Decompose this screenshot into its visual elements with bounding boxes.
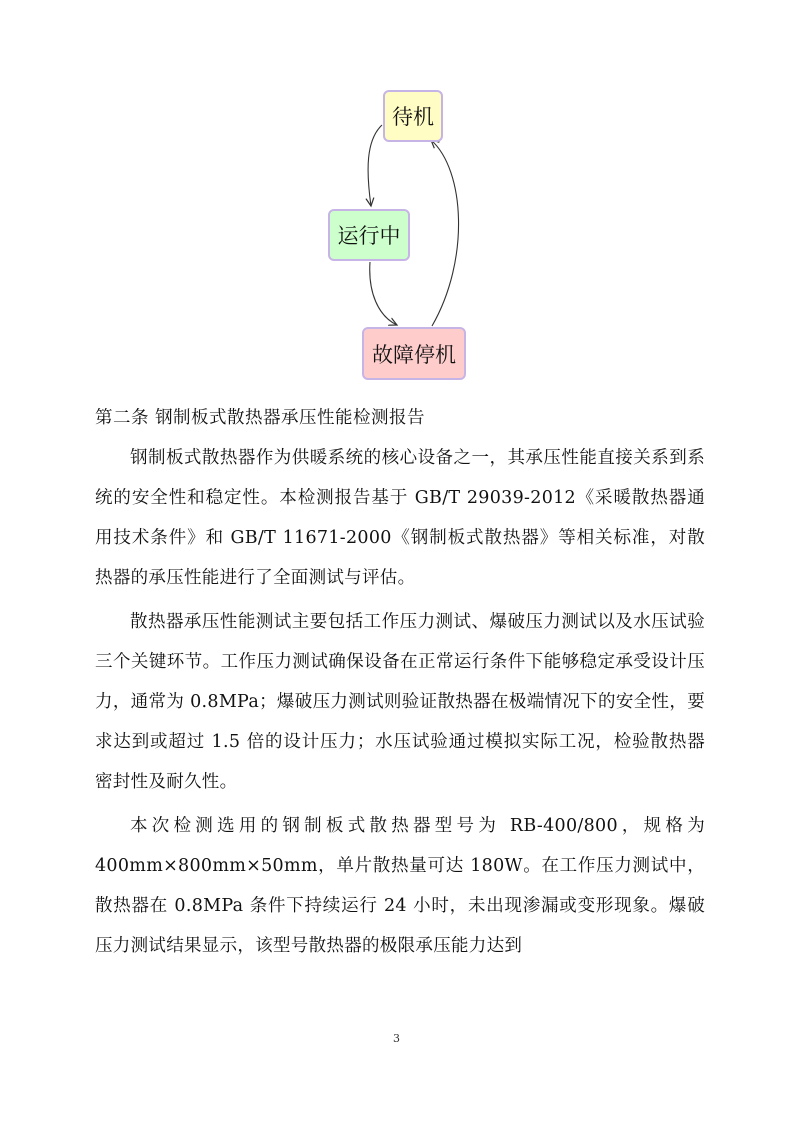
state-node-fault xyxy=(362,327,466,380)
state-node-standby xyxy=(383,90,443,142)
arrow-standby-to-running xyxy=(368,125,382,206)
section-heading: 第二条 钢制板式散热器承压性能检测报告 xyxy=(95,408,426,428)
state-label-fault: 故障停机 xyxy=(372,342,456,367)
paragraph-results: 本次检测选用的钢制板式散热器型号为 RB-400/800，规格为 400mm×800mm×50mm，单片散热量可达 180W。在工作压力测试中，散热器在 0.8MPa 条件下持续运行 24 小时，未出现渗漏或变形现象。爆破压力测试结果显示，该型号散热器的极限承压能力达到 xyxy=(95,816,705,956)
arrow-running-to-fault xyxy=(370,262,397,325)
state-node-running xyxy=(328,209,410,261)
state-diagram xyxy=(0,0,793,390)
paragraph-intro: 钢制板式散热器作为供暖系统的核心设备之一，其承压性能直接关系到系统的安全性和稳定性。本检测报告基于 GB/T 29039-2012《采暖散热器通用技术条件》和 GB/T 11671-2000《钢制板式散热器》等相关标准，对散热器的承压性能进行了全面测试与评估。 xyxy=(95,448,705,588)
arrow-fault-to-standby xyxy=(431,140,459,326)
article-body xyxy=(95,398,705,970)
paragraph-tests: 散热器承压性能测试主要包括工作压力测试、爆破压力测试以及水压试验三个关键环节。工作压力测试确保设备在正常运行条件下能够稳定承受设计压力，通常为 0.8MPa；爆破压力测试则验证散热器在极端情况下的安全性，要求达到或超过 1.5 倍的设计压力；水压试验通过模拟实际工况，检验散热器密封性及耐久性。 xyxy=(95,612,705,792)
state-label-running: 运行中 xyxy=(337,224,401,248)
page-number: 3 xyxy=(393,1032,400,1045)
state-label-standby: 待机 xyxy=(392,105,434,129)
